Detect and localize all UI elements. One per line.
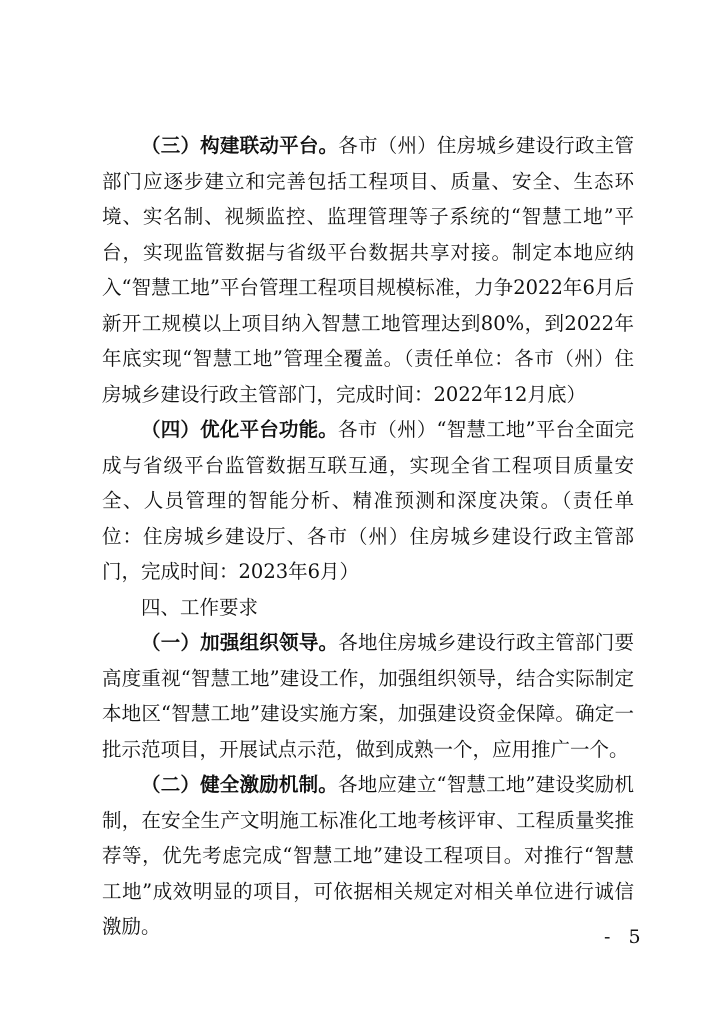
paragraph-lead: （四）优化平台功能。	[141, 418, 339, 441]
paragraph-lead: （二）健全激励机制。	[141, 773, 339, 796]
paragraph-lead: （一）加强组织领导。	[141, 631, 339, 654]
document-body	[102, 128, 634, 945]
paragraph-strengthen-leadership	[102, 625, 634, 767]
paragraph-body: 各市（州）住房城乡建设行政主管部门应逐步建立和完善包括工程项目、质量、安全、生态环境、实名制、视频监控、监理管理等子系统的“智慧工地”平台，实现监管数据与省级平台数据共享对接。制定本地应纳入“智慧工地”平台管理工程项目规模标准，力争2022年6月后新开工规模以上项目纳入智慧工地管理达到80%，到2022年年底实现“智慧工地”管理全覆盖。（责任单位：各市（州）住房城乡建设行政主管部门，完成时间：2022年12月底）	[102, 134, 634, 406]
paragraph-body: 各地住房城乡建设行政主管部门要高度重视“智慧工地”建设工作，加强组织领导，结合实际制定本地区“智慧工地”建设实施方案，加强建设资金保障。确定一批示范项目，开展试点示范，做到成熟一个，应用推广一个。	[102, 631, 634, 761]
paragraph-build-linkage-platform	[102, 128, 634, 412]
paragraph-body: 各地应建立“智慧工地”建设奖励机制，在安全生产文明施工标准化工地考核评审、工程质量奖推荐等，优先考虑完成“智慧工地”建设工程项目。对推行“智慧工地”成效明显的项目，可依据相关规定对相关单位进行诚信激励。	[102, 773, 634, 938]
section-heading: 四、工作要求	[141, 595, 259, 619]
page-number: - 5	[604, 926, 647, 948]
paragraph-body: 各市（州）“智慧工地”平台全面完成与省级平台监管数据互联互通，实现全省工程项目质量安全、人员管理的智能分析、精准预测和深度决策。（责任单位：住房城乡建设厅、各市（州）住房城乡建设行政主管部门，完成时间：2023年6月）	[102, 418, 634, 583]
paragraph-incentive-mechanism	[102, 767, 634, 945]
paragraph-lead: （三）构建联动平台。	[141, 134, 339, 157]
paragraph-optimize-platform	[102, 412, 634, 590]
